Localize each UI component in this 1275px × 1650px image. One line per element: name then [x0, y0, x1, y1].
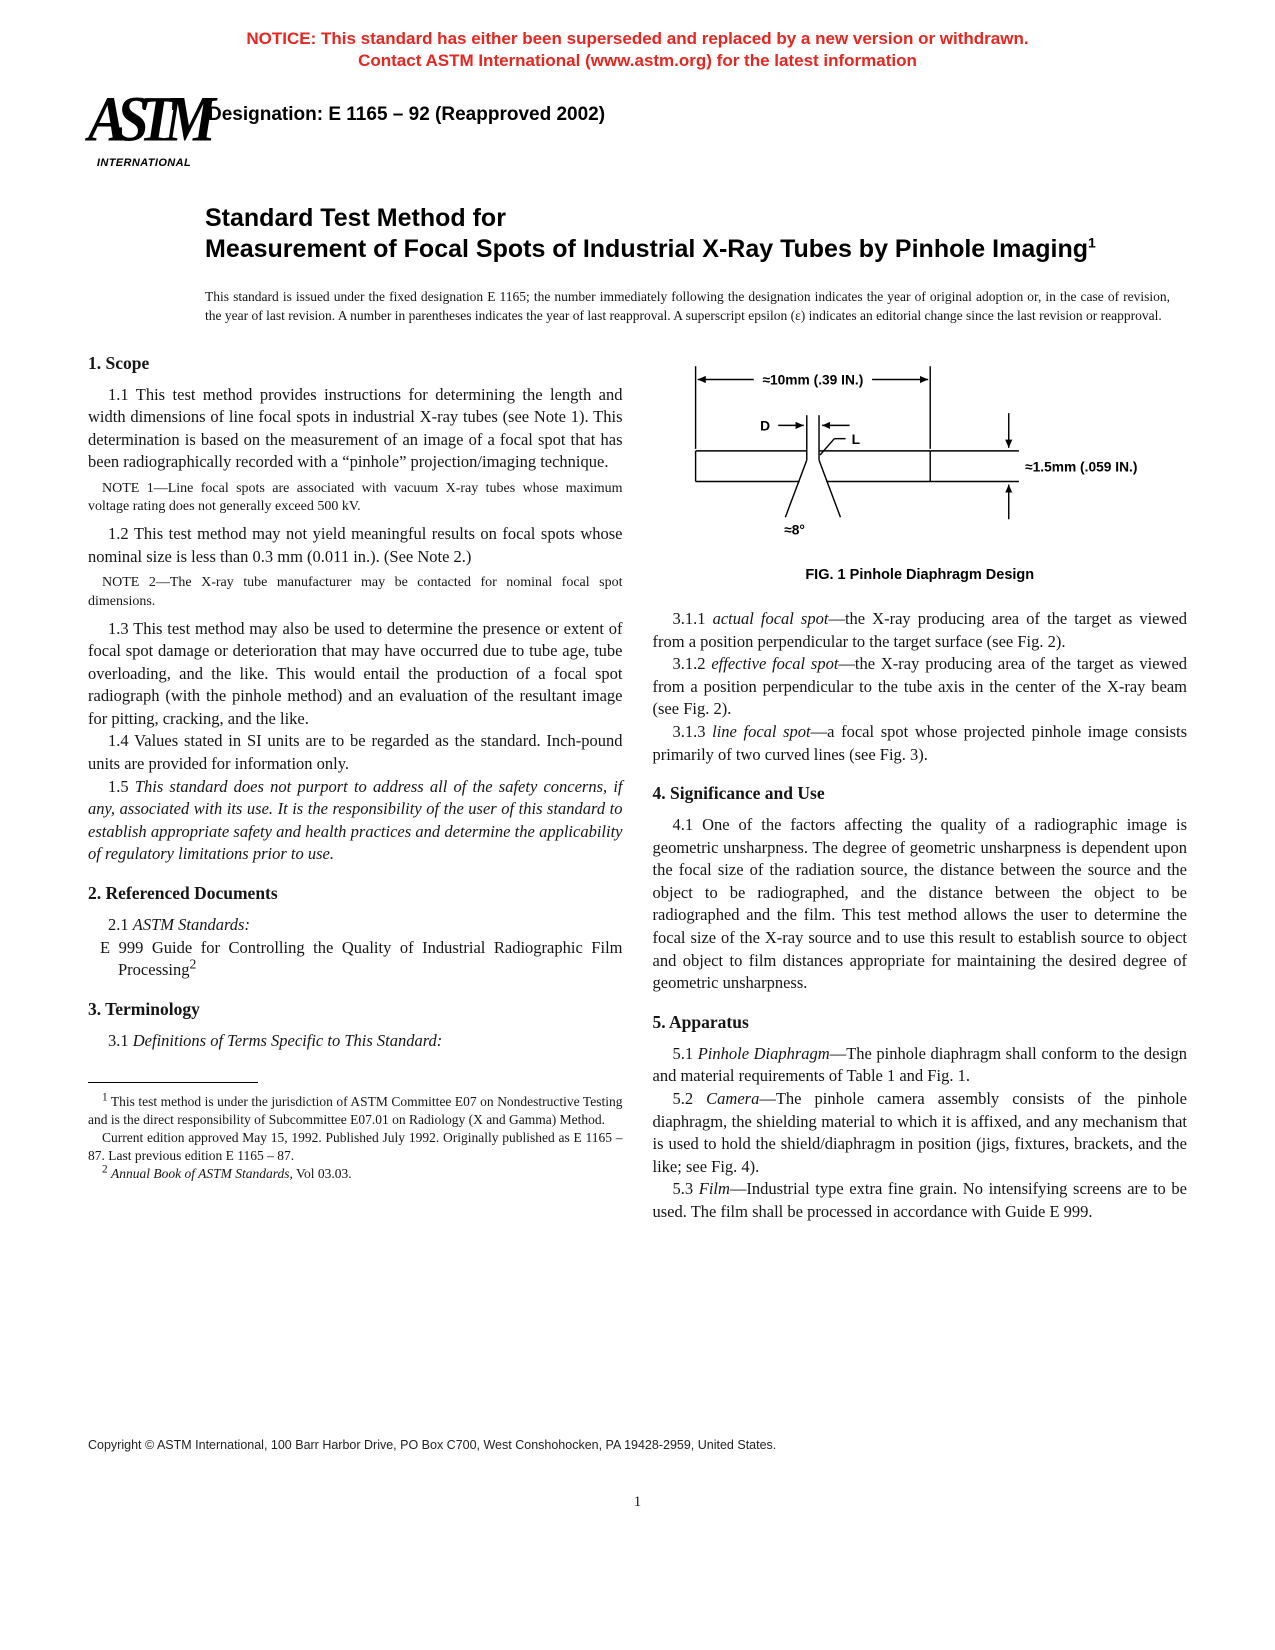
- copyright-line: Copyright © ASTM International, 100 Barr Harbor Drive, PO Box C700, West Conshohocken, PA 19428-2959, United States.: [88, 1438, 777, 1452]
- title-footnote-ref: 1: [1088, 234, 1096, 251]
- para-1-2: 1.2 This test method may not yield meaningful results on focal spots whose nominal size is less than 0.3 mm (0.011 in.). (See Note 2.): [88, 524, 623, 566]
- right-column: [653, 352, 1188, 1224]
- para-1-4: 1.4 Values stated in SI units are to be regarded as the standard. Inch-pound units are provided for information only.: [88, 731, 623, 774]
- title-line-2: Measurement of Focal Spots of Industrial X-Ray Tubes by Pinhole Imaging$^1$: [205, 234, 1096, 263]
- para-1-3: 1.3 This test method may also be used to determine the presence or extent of focal spot damage or deterioration that may have occurred due to tube age, tube overloading, and the like. This would entail the production of a focal spot radiograph (with the pinhole method) and an evaluation of the resultant image for pitting, cracking, and the like.: [88, 618, 623, 728]
- section-5-heading: 5. Apparatus: [652, 1011, 749, 1032]
- section-2-heading: 2. Referenced Documents: [88, 883, 278, 904]
- document-title: [205, 203, 1135, 264]
- title-line-1: Standard Test Method for: [205, 204, 506, 233]
- notice-line-2: Contact ASTM International (www.astm.org) for the latest information: [358, 51, 917, 71]
- definition-3-1-2: 3.1.2 effective focal spot—the X-ray producing area of the target as viewed from a position perpendicular to the tube axis in the center of the X-ray beam (see Fig. 2).: [652, 654, 1188, 719]
- issued-under-note: This standard is issued under the fixed designation E 1165; the number immediately following the designation indicates the year of original adoption or, in the case of revision, the year of last revision. A number in parentheses indicates the year of last reapproval. A superscript epsilon (ε) indicates an editorial change since the last revision or reapproval.: [205, 289, 1170, 323]
- notice-line-1: NOTICE: This standard has either been superseded and replaced by a new version or withdrawn.: [246, 29, 1029, 48]
- footnote-1: $^1$ This test method is under the jurisdiction of ASTM Committee E07 on Nondestructive Testing and is the direct responsibility of Subcommittee E07.01 on Radiology (X and Gamma) Method.: [88, 1091, 623, 1128]
- para-1-5: 1.5 This standard does not purport to address all of the safety concerns, if any, associated with its use. It is the responsibility of the user of this standard to establish appropriate safety and health practices and determine the applicability of regulatory limitations prior to use.: [88, 776, 623, 864]
- figure-1-caption: FIG. 1 Pinhole Diaphragm Design: [805, 567, 1035, 584]
- astm-logo: [88, 82, 206, 170]
- reference-footnote-ref: 2: [189, 956, 197, 972]
- para-5-1: 5.1 Pinhole Diaphragm—The pinhole diaphragm shall conform to the design and material requirements of Table 1 and Fig. 1.: [652, 1043, 1187, 1086]
- section-4-heading: 4. Significance and Use: [652, 783, 825, 804]
- footnote-separator: [88, 1082, 258, 1083]
- note-1: NOTE 1—Line focal spots are associated with vacuum X-ray tubes whose maximum voltage rating does not generally exceed 500 kV.: [88, 480, 623, 515]
- body-columns: [88, 352, 1187, 1224]
- footnote-2: $^2$ Annual Book of ASTM Standards, Vol 03.03.: [102, 1163, 352, 1182]
- definition-3-1-1: 3.1.1 actual focal spot—the X-ray producing area of the target as viewed from a position perpendicular to the target surface (see Fig. 2).: [652, 608, 1187, 651]
- page-number: 1: [633, 1494, 642, 1510]
- astm-logo-mark: ASTM: [88, 82, 206, 156]
- reference-e999: E 999 Guide for Controlling the Quality of Industrial Radiographic Film Processing$^2$: [100, 937, 623, 980]
- note-2: NOTE 2—The X-ray tube manufacturer may be contacted for nominal focal spot dimensions.: [88, 575, 623, 609]
- para-5-3: 5.3 Film—Industrial type extra fine grain. No intensifying screens are to be used. The film shall be processed in accordance with Guide E 999.: [652, 1179, 1187, 1221]
- definition-3-1-3: 3.1.3 line focal spot—a focal spot whose projected pinhole image consists primarily of two curved lines (see Fig. 3).: [652, 721, 1187, 764]
- para-4-1: 4.1 One of the factors affecting the quality of a radiographic image is geometric unsharpness. The degree of geometric unsharpness is dependent upon the focal size of the radiation source, the distance between the source and the object to be radiographed, and the distance between the object to be radiographed and the film. This test method allows the user to determine the focal size of the X-ray source and to use this result to establish source to object and object to film distances appropriate for maintaining the desired degree of geometric unsharpness.: [652, 815, 1187, 993]
- astm-logo-international: INTERNATIONAL: [96, 157, 192, 170]
- section-3-heading: 3. Terminology: [88, 998, 200, 1019]
- figure-1: [653, 354, 1188, 565]
- figure-thickness-dimension-label: ≈1.5mm (.059 IN.): [1024, 458, 1138, 474]
- footnote-1-continued: Current edition approved May 15, 1992. Published July 1992. Originally published as E 1165 – 87. Last previous edition E 1165 – 87.: [88, 1130, 623, 1164]
- para-3-1: 3.1 Definitions of Terms Specific to This Standard:: [108, 1030, 443, 1050]
- designation-line: Designation: E 1165 – 92 (Reapproved 2002): [208, 104, 606, 126]
- masthead: [88, 82, 1187, 170]
- left-column: [88, 352, 623, 1224]
- pinhole-diagram: [680, 354, 1160, 558]
- figure-d-label: D: [759, 418, 770, 434]
- figure-angle-label: ≈8°: [783, 522, 805, 538]
- para-1-1: 1.1 This test method provides instructions for determining the length and width dimensions of line focal spots in industrial X-ray tubes (see Note 1). This determination is based on the measurement of an image of a focal spot that has been radiographically recorded with a “pinhole” projection/imaging technique.: [88, 384, 623, 472]
- para-2-1: 2.1 ASTM Standards:: [108, 915, 250, 934]
- superseded-notice: [0, 0, 1275, 72]
- figure-width-dimension-label: ≈10mm (.39 IN.): [762, 372, 864, 388]
- figure-l-label: L: [851, 431, 860, 447]
- section-1-heading: 1. Scope: [88, 352, 150, 373]
- para-5-2: 5.2 Camera—The pinhole camera assembly consists of the pinhole diaphragm, the shielding material to which it is affixed, and any mechanism that is used to hold the shield/diaphragm in position (jigs, fixtures, brackets, and the like; see Fig. 4).: [652, 1089, 1187, 1176]
